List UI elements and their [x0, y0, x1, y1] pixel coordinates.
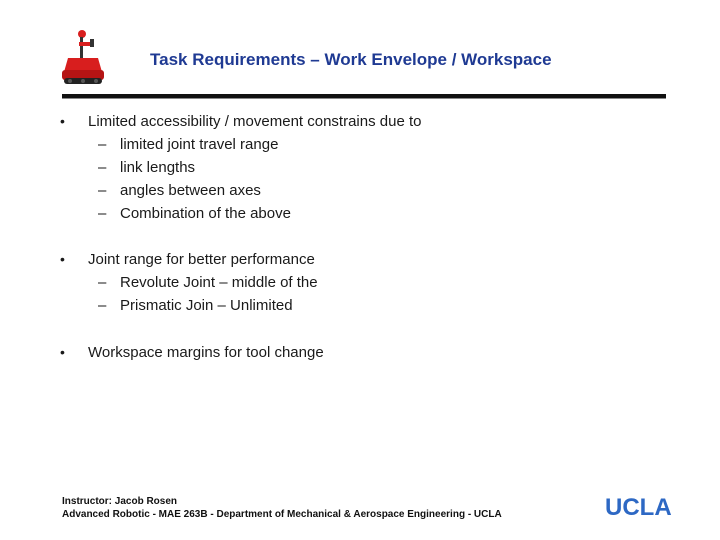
bullet-marker: •	[60, 344, 65, 360]
footer-course: Advanced Robotic - MAE 263B - Department of Mechanical & Aerospace Engineering - UCLA	[62, 509, 502, 520]
bullet-item: Joint range for better performance	[88, 251, 315, 268]
sub-item: Combination of the above	[120, 205, 291, 222]
slide-title: Task Requirements – Work Envelope / Workspace	[150, 50, 552, 69]
dash-marker: –	[98, 274, 107, 291]
bullet-marker: •	[60, 113, 65, 129]
bullet-marker: •	[60, 251, 65, 267]
dash-marker: –	[98, 205, 107, 222]
bullet-item: Workspace margins for tool change	[88, 344, 324, 361]
dash-marker: –	[98, 159, 107, 176]
sub-item: limited joint travel range	[120, 136, 279, 153]
sub-item: angles between axes	[120, 182, 261, 199]
sub-item: Revolute Joint – middle of the	[120, 274, 318, 291]
dash-marker: –	[98, 297, 107, 314]
dash-marker: –	[98, 182, 107, 199]
footer	[62, 495, 502, 521]
bullet-item: Limited accessibility / movement constrains due to	[88, 113, 422, 130]
ucla-logo: UCLA	[605, 494, 672, 521]
sub-item: link lengths	[120, 159, 196, 176]
footer-instructor: Instructor: Jacob Rosen	[62, 496, 178, 507]
dash-marker: –	[98, 136, 107, 153]
sub-item: Prismatic Join – Unlimited	[120, 297, 293, 314]
